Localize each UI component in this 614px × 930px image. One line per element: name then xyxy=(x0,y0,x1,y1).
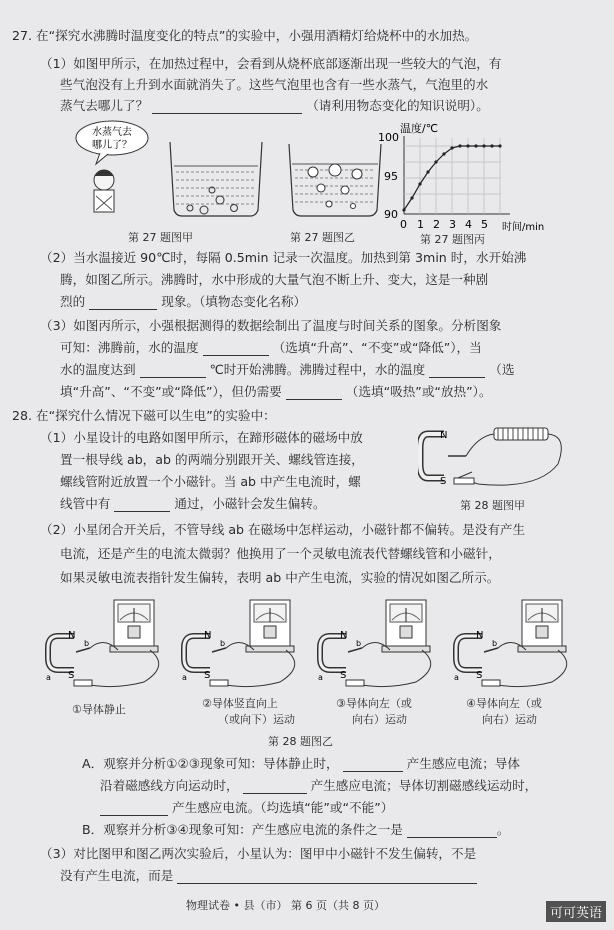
q28-p1-line3: 螺线管附近放置一个小磁针。当 ab 中产生电流时，螺 xyxy=(60,474,361,489)
q28-p2-line2: 电流，还是产生的电流太微弱？他换用了一个灵敏电流表代替螺线管和小磁针， xyxy=(60,546,501,561)
switch-icon xyxy=(346,680,364,686)
svg-text:S: S xyxy=(204,670,211,681)
q28-B-line1-text: B．观察并分析③④现象可知：产生感应电流的条件之一是 xyxy=(82,822,403,837)
figure-28-a xyxy=(418,424,578,496)
caption-4-line1: ④导体向左（或 xyxy=(466,697,542,710)
q27-p3-line4 xyxy=(60,384,492,400)
svg-text:b: b xyxy=(220,639,226,648)
answer-blank-q27-4[interactable] xyxy=(140,364,206,378)
svg-text:b: b xyxy=(356,639,362,648)
q27-p3-line2 xyxy=(60,340,482,356)
caption-1-line1: ①导体静止 xyxy=(72,703,126,716)
galvanometer-setup-1 xyxy=(44,596,176,692)
q28-A-line1-tail: 产生感应电流；导体 xyxy=(406,756,520,771)
svg-text:N: N xyxy=(476,630,484,641)
svg-text:N: N xyxy=(204,630,212,641)
q27-p3-line3 xyxy=(60,362,514,378)
q27-p3-line4-text: 填“升高”、“不变”或“降低”），但仍需要 xyxy=(60,384,282,399)
galvanometer-icon xyxy=(518,600,566,652)
svg-text:a: a xyxy=(318,673,323,682)
q27-p3-line4-tail: （选填“吸热”或“放热”）。 xyxy=(345,384,492,399)
caption-2-line1: ②导体竖直向上 xyxy=(202,697,278,710)
q27-p2-line3-tail: 现象。（填物态变化名称） xyxy=(161,294,307,309)
horseshoe-magnet-icon xyxy=(48,636,74,670)
answer-blank-q28-A2[interactable] xyxy=(243,780,307,794)
q28-p2-line3: 如果灵敏电流表指针发生偏转，表明 ab 中产生电流，实验的情况如图乙所示。 xyxy=(60,570,500,585)
q27-p2-line3 xyxy=(60,294,306,310)
galvanometer-icon xyxy=(382,600,430,652)
q28-B-line1: B．观察并分析③④现象可知：产生感应电流的条件之一是 。 xyxy=(82,822,510,837)
q27-p1-line2: 些气泡没有上升到水面就消失了。这些气泡里也含有一些水蒸气，气泡里的水 xyxy=(60,77,489,92)
galvanometer-icon xyxy=(246,600,294,652)
graph-ytick-90: 90 xyxy=(384,208,398,221)
caption-3-line1: ③导体向左（或 xyxy=(336,697,412,710)
caption-2-line2: （或向下）运动 xyxy=(218,713,295,726)
answer-blank-q28-B[interactable] xyxy=(407,824,497,838)
fig28b-caption: 第 28 题图乙 xyxy=(268,735,333,748)
caption-3-line2: 向右）运动 xyxy=(352,713,407,726)
answer-blank-q28-A3[interactable] xyxy=(100,802,168,816)
q27-p3-line2-tail: （选填“升高”、“不变”或“降低”），当 xyxy=(272,340,482,355)
svg-text:N: N xyxy=(68,630,76,641)
switch-icon xyxy=(482,680,500,686)
graph-xtick-2: 2 xyxy=(433,218,440,231)
svg-text:S: S xyxy=(476,670,483,681)
bubble-line1: 水蒸气去 xyxy=(92,127,132,138)
answer-blank-q28-3[interactable] xyxy=(177,870,477,884)
fig27a-caption: 第 27 题图甲 xyxy=(128,231,193,244)
boy-icon xyxy=(94,170,114,212)
fig27c-caption: 第 27 题图丙 xyxy=(420,233,485,246)
horseshoe-magnet-icon xyxy=(320,636,346,670)
graph-ylabel: 温度/℃ xyxy=(400,122,439,135)
svg-text:a: a xyxy=(46,673,51,682)
q28-p2-line1: （2）小星闭合开关后，不管导线 ab 在磁场中怎样运动，小磁针都不偏转。是没有产生 xyxy=(40,522,526,537)
q28-A-line3-tail: 产生感应电流。（均选填“能”或“不能”） xyxy=(172,800,394,815)
q27-p2-line1: （2）当水温接近 90℃时，每隔 0.5min 记录一次温度。加热到第 3min 时，水开始沸 xyxy=(40,250,527,265)
graph-xtick-0: 0 xyxy=(400,218,407,231)
q27-p3-line1: （3）如图丙所示，小强根据测得的数据绘制出了温度与时间关系的图象。分析图象 xyxy=(40,318,502,333)
graph-ytick-100: 100 xyxy=(378,131,399,144)
galvanometer-setup-3 xyxy=(316,596,448,692)
answer-blank-q28-1[interactable] xyxy=(114,498,170,512)
q28-p1-line1: （1）小星设计的电路如图甲所示，在蹄形磁体的磁场中放 xyxy=(40,430,363,445)
answer-blank-q27-2[interactable] xyxy=(89,296,157,310)
q28-A-line2-text: 沿着磁感线方向运动时， xyxy=(100,778,239,793)
q27-p1-line3-tail: （请利用物态变化的知识说明）。 xyxy=(306,98,489,113)
caption-4-line2: 向右）运动 xyxy=(482,713,537,726)
graph-ytick-95: 95 xyxy=(384,170,398,183)
figure-27-a xyxy=(70,120,270,220)
horseshoe-magnet-icon xyxy=(456,636,482,670)
switch-icon xyxy=(74,680,92,686)
q27-p2-line3-text: 烈的 xyxy=(60,294,86,309)
svg-text:S: S xyxy=(440,476,447,487)
answer-blank-q27-6[interactable] xyxy=(286,386,342,400)
svg-text:a: a xyxy=(454,673,459,682)
fig27b-caption: 第 27 题图乙 xyxy=(290,231,355,244)
q28-A-line2 xyxy=(100,778,537,794)
q27-p2-line2: 腾，如图乙所示。沸腾时，水中形成的大量气泡不断上升、变大，这是一种剧 xyxy=(60,272,489,287)
q27-p3-line3-tail: （选 xyxy=(489,362,515,377)
galvanometer-setup-2 xyxy=(180,596,312,692)
figure-28-b xyxy=(44,596,584,692)
q28-p3-line1: （3）对比图甲和图乙两次实验后，小星认为：图甲中小磁针不发生偏转，不是 xyxy=(40,846,477,861)
galvanometer-icon xyxy=(110,600,158,652)
answer-blank-q27-5[interactable] xyxy=(429,364,485,378)
svg-text:S: S xyxy=(340,670,347,681)
q27-p1-line3-text: 蒸气去哪儿了？ xyxy=(60,98,149,113)
graph-xlabel: 时间/min xyxy=(502,222,545,233)
q28-A-line1-text: A．观察并分析①②③现象可知：导体静止时， xyxy=(82,756,339,771)
q28-p1-line4-tail: 通过，小磁针会发生偏转。 xyxy=(174,496,326,511)
graph-xtick-5: 5 xyxy=(481,218,488,231)
q28-p1-line2: 置一根导线 ab，ab 的两端分别跟开关、螺线管连接， xyxy=(60,452,364,467)
galvanometer-setup-4 xyxy=(452,596,584,692)
watermark: 可可英语 xyxy=(546,901,606,922)
graph-xtick-4: 4 xyxy=(465,218,472,231)
q28-A-line3 xyxy=(100,800,393,816)
svg-text:N: N xyxy=(440,430,448,441)
q27-stem: 27. 在“探究水沸腾时温度变化的特点”的实验中，小强用酒精灯给烧杯中的水加热。 xyxy=(12,28,478,43)
svg-text:b: b xyxy=(492,639,498,648)
beaker-a-icon xyxy=(170,142,262,216)
graph-xtick-3: 3 xyxy=(449,218,456,231)
answer-blank-q28-A1[interactable] xyxy=(343,758,403,772)
figure-27-c-graph xyxy=(360,118,560,236)
q28-p1-line4 xyxy=(60,496,326,512)
q27-p3-line3-mid: ℃时开始沸腾。沸腾过程中，水的温度 xyxy=(209,362,426,377)
bubble-line2: 哪儿了？ xyxy=(92,140,132,151)
page-footer: 物理试卷 • 县（市） 第 6 页（共 8 页） xyxy=(186,899,385,912)
fig28a-caption: 第 28 题图甲 xyxy=(460,499,525,512)
answer-blank-q27-3[interactable] xyxy=(203,342,269,356)
q27-p3-line2-text: 可知：沸腾前，水的温度 xyxy=(60,340,199,355)
q28-stem: 28. 在“探究什么情况下磁可以生电”的实验中： xyxy=(12,408,276,423)
svg-text:S: S xyxy=(68,670,75,681)
solenoid-icon xyxy=(494,428,548,440)
q27-p3-line3-text: 水的温度达到 xyxy=(60,362,136,377)
horseshoe-magnet-icon xyxy=(184,636,210,670)
q28-A-line2-tail: 产生感应电流；导体切割磁感线运动时， xyxy=(310,778,538,793)
svg-text:b: b xyxy=(84,639,90,648)
svg-text:N: N xyxy=(340,630,348,641)
answer-blank-q27-1[interactable] xyxy=(152,100,302,114)
q28-p3-line2 xyxy=(60,868,477,884)
q27-p1-line1: （1）如图甲所示，在加热过程中，会看到从烧杯底部逐渐出现一些较大的气泡，有 xyxy=(40,56,502,71)
q28-A-line1 xyxy=(82,756,520,772)
q28-p3-line2-text: 没有产生电流，而是 xyxy=(60,868,174,883)
switch-icon xyxy=(454,472,474,484)
svg-text:a: a xyxy=(182,673,187,682)
graph-xtick-1: 1 xyxy=(417,218,424,231)
q28-p1-line4-text: 线管中有 xyxy=(60,496,111,511)
q27-p1-line3 xyxy=(60,98,489,114)
switch-icon xyxy=(210,680,228,686)
